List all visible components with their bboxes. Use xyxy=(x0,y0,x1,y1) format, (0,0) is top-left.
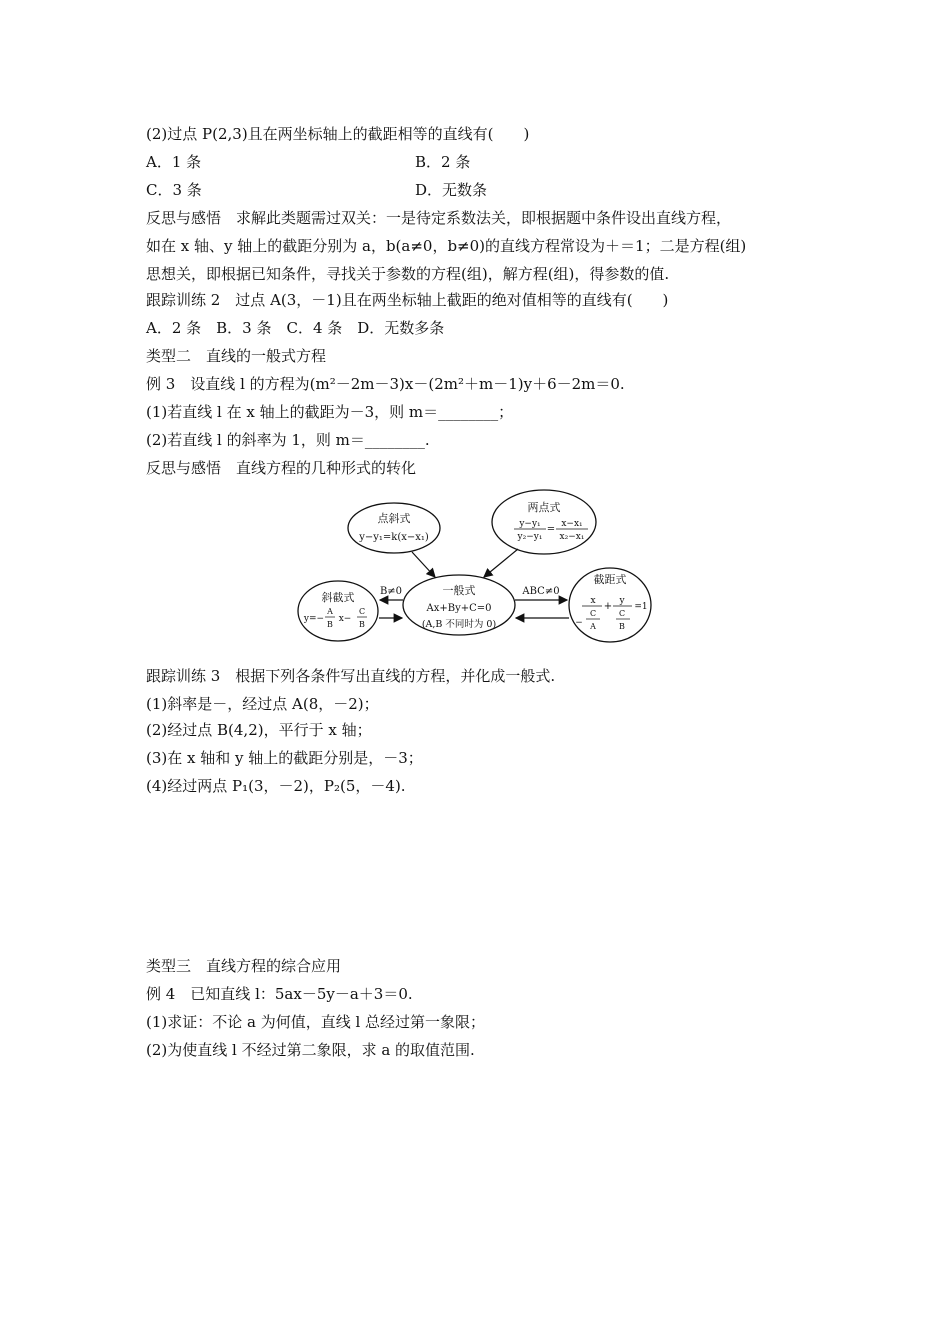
line-forms-diagram xyxy=(290,486,660,646)
svg-text:=: = xyxy=(546,524,556,535)
example3-stem: 例 3 设直线 l 的方程为(m²－2m－3)x－(2m²＋m－1)y＋6－2m＝0. xyxy=(146,375,625,393)
q2-option-d: D．无数条 xyxy=(415,181,488,199)
reflect1-line1: 反思与感悟 求解此类题需过双关：一是待定系数法关，即根据题中条件设出直线方程， xyxy=(146,209,732,227)
q2-option-a: A．1 条 xyxy=(146,153,202,171)
example4-part2: (2)为使直线 l 不经过第二象限，求 a 的取值范围. xyxy=(146,1041,475,1059)
cond-left-label: B≠0 xyxy=(379,586,403,597)
two-point-lhs-den: y₂−y₁ xyxy=(517,532,543,542)
arrow-point-slope-to-general xyxy=(412,552,435,577)
example3-part2: (2)若直线 l 的斜率为 1，则 m＝________. xyxy=(146,431,430,449)
intercept-x-den2: A xyxy=(590,622,596,631)
arrow-two-point-to-general xyxy=(484,549,518,577)
point-slope-title: 点斜式 xyxy=(377,512,411,525)
slope-intercept-c-num: C xyxy=(358,607,366,616)
two-point-title: 两点式 xyxy=(527,501,561,514)
general-form-node xyxy=(403,575,515,635)
slope-intercept-c-den: B xyxy=(359,620,365,629)
example4-part1: (1)求证：不论 a 为何值，直线 l 总经过第一象限； xyxy=(146,1013,486,1031)
intercept-x-num: x xyxy=(590,596,596,606)
two-point-lhs-num: y−y₁ xyxy=(519,519,541,529)
intercept-y-den2: B xyxy=(619,622,625,631)
type2-heading: 类型二 直线的一般式方程 xyxy=(146,347,327,365)
train3-p2: (2)经过点 B(4,2)，平行于 x 轴； xyxy=(146,721,372,739)
example3-part1: (1)若直线 l 在 x 轴上的截距为－3，则 m＝________； xyxy=(146,403,514,421)
reflect1-line3: 思想关，即根据已知条件，寻找关于参数的方程(组)，解方程(组)，得参数的值. xyxy=(146,265,670,283)
slope-intercept-mid: x− xyxy=(338,614,352,624)
reflect2: 反思与感悟 直线方程的几种形式的转化 xyxy=(146,459,417,477)
q2-option-b: B．2 条 xyxy=(415,153,471,171)
q2-option-c: C．3 条 xyxy=(146,181,202,199)
slope-intercept-a-den: B xyxy=(327,620,333,629)
point-slope-formula: y−y₁=k(x−x₁) xyxy=(359,532,429,543)
two-point-rhs-den: x₂−x₁ xyxy=(559,532,585,542)
train3-p4: (4)经过两点 P₁(3，－2)，P₂(5，－4). xyxy=(146,777,406,795)
type3-heading: 类型三 直线方程的综合应用 xyxy=(146,957,342,975)
intercept-y-den: C xyxy=(618,609,626,618)
two-point-rhs-num: x−x₁ xyxy=(561,519,583,529)
slope-intercept-prefix: y=− xyxy=(303,614,325,624)
intercept-plus: + xyxy=(603,601,613,612)
q2-stem: (2)过点 P(2,3)且在两坐标轴上的截距相等的直线有( ) xyxy=(146,125,530,143)
train3-stem: 跟踪训练 3 根据下列各条件写出直线的方程，并化成一般式. xyxy=(146,667,556,685)
reflect1-line2: 如在 x 轴、y 轴上的截距分别为 a，b(a≠0，b≠0)的直线方程常设为＋＝1；二是方程(组) xyxy=(146,237,747,255)
train2-options: A．2 条 B．3 条 C．4 条 D．无数多条 xyxy=(146,319,445,337)
example4-stem: 例 4 已知直线 l：5ax－5y－a＋3＝0. xyxy=(146,985,413,1003)
train3-p1: (1)斜率是－，经过点 A(8，－2)； xyxy=(146,695,379,713)
intercept-node xyxy=(569,568,651,642)
train3-p3: (3)在 x 轴和 y 轴上的截距分别是，－3； xyxy=(146,749,423,767)
slope-intercept-node xyxy=(298,581,378,641)
intercept-y-num: y xyxy=(619,596,625,606)
point-slope-node xyxy=(348,503,440,553)
slope-intercept-a-num: A xyxy=(327,607,333,616)
general-title: 一般式 xyxy=(442,584,476,597)
slope-intercept-title: 斜截式 xyxy=(321,591,355,604)
general-formula: Ax+By+C=0 xyxy=(426,603,492,614)
general-note: (A,B 不同时为 0) xyxy=(421,619,497,630)
two-point-node xyxy=(492,490,596,554)
intercept-title: 截距式 xyxy=(593,573,627,586)
intercept-eq: =1 xyxy=(634,602,648,612)
intercept-x-den: C xyxy=(589,609,597,618)
intercept-x-den-prefix: − xyxy=(575,618,583,628)
cond-right-label: ABC≠0 xyxy=(522,586,560,597)
train2-stem: 跟踪训练 2 过点 A(3，－1)且在两坐标轴上截距的绝对值相等的直线有( ) xyxy=(146,291,669,309)
